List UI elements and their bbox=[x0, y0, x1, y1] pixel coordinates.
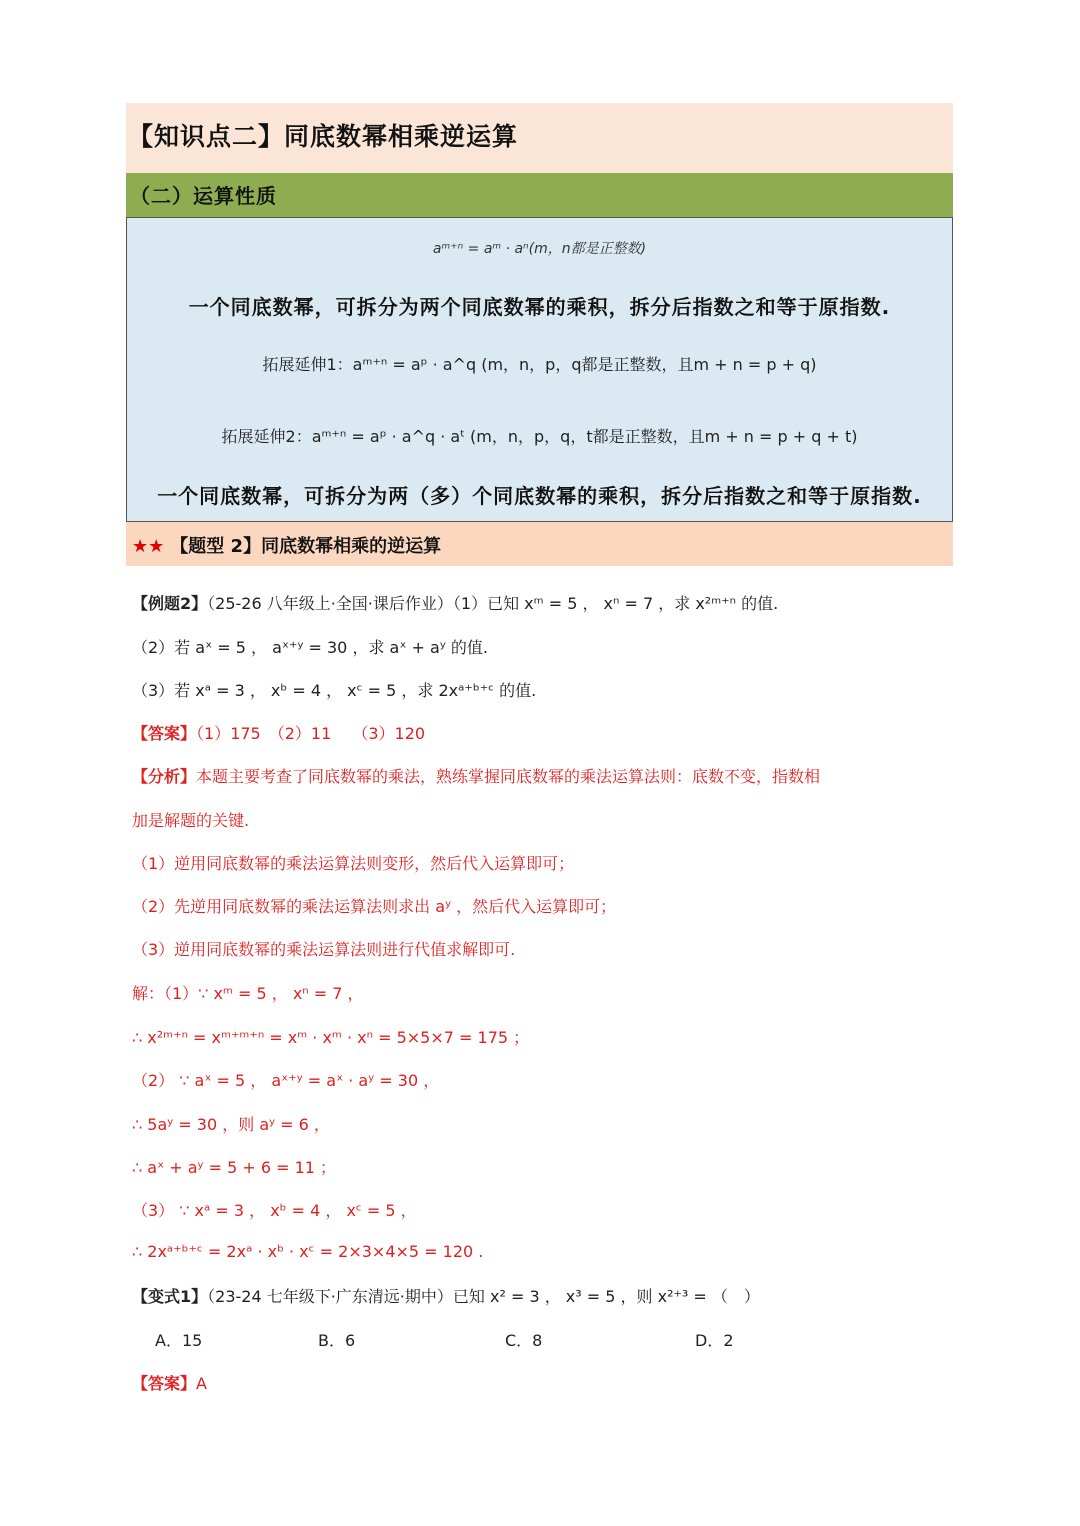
analysis-line-1 bbox=[132, 764, 820, 787]
answer-tag: 【答案】 bbox=[132, 724, 197, 743]
variant-question-text: （23-24 七年级下·广东清远·期中）已知 x² = 3 ， x³ = 5 ，则 x²⁺³ = （ ） bbox=[207, 1287, 760, 1306]
section-header: （二）运算性质 bbox=[126, 173, 953, 217]
difficulty-stars: ★★ bbox=[132, 536, 165, 557]
option-c: C．8 bbox=[505, 1331, 543, 1350]
variant-question bbox=[132, 1284, 760, 1307]
extension-1: 拓展延伸1：aᵐ⁺ⁿ = aᵖ · a^q (m，n，p，q都是正整数，且m + n = p + q) bbox=[262, 355, 817, 374]
analysis-step-2: （2）先逆用同底数幂的乘法运算法则求出 aʸ ，然后代入运算即可； bbox=[132, 897, 617, 916]
answer-text: （1）175 （2）11 （3）120 bbox=[196, 724, 426, 743]
solution-line-7: ∴ 2xᵃ⁺ᵇ⁺ᶜ = 2xᵃ · xᵇ · xᶜ = 2×3×4×5 = 120 . bbox=[132, 1242, 484, 1261]
variant-answer bbox=[132, 1371, 207, 1394]
option-b: B．6 bbox=[318, 1331, 356, 1350]
solution-line-6: （3） ∵ xᵃ = 3 ， xᵇ = 4 ， xᶜ = 5 ， bbox=[132, 1201, 417, 1220]
analysis-step-3: （3）逆用同底数幂的乘法运算法则进行代值求解即可. bbox=[132, 940, 516, 959]
variant-answer-tag: 【答案】 bbox=[132, 1374, 197, 1393]
option-d: D．2 bbox=[695, 1331, 734, 1350]
question-type-header bbox=[126, 522, 953, 566]
example-q1-text: （1）已知 xᵐ = 5 ， xⁿ = 7 ，求 x²ᵐ⁺ⁿ 的值. bbox=[452, 594, 779, 613]
example-question-1 bbox=[132, 591, 778, 614]
property-statement-2: 一个同底数幂，可拆分为两（多）个同底数幂的乘积，拆分后指数之和等于原指数. bbox=[157, 484, 922, 508]
example-answer bbox=[132, 721, 425, 744]
property-formula: aᵐ⁺ⁿ = aᵐ · aⁿ(m，n都是正整数) bbox=[432, 241, 647, 257]
analysis-step-1: （1）逆用同底数幂的乘法运算法则变形，然后代入运算即可； bbox=[132, 854, 575, 873]
solution-line-2: ∴ x²ᵐ⁺ⁿ = xᵐ⁺ᵐ⁺ⁿ = xᵐ · xᵐ · xⁿ = 5×5×7 = 175 ； bbox=[132, 1028, 530, 1047]
extension-2: 拓展延伸2：aᵐ⁺ⁿ = aᵖ · a^q · aᵗ (m，n，p，q，t都是正整数，且m + n = p + q + t) bbox=[221, 427, 858, 446]
example-question-2: （2）若 aˣ = 5 ， aˣ⁺ʸ = 30 ，求 aˣ + aʸ 的值. bbox=[132, 638, 488, 657]
analysis-text-1: 本题主要考查了同底数幂的乘法，熟练掌握同底数幂的乘法运算法则：底数不变，指数相 bbox=[196, 767, 821, 786]
solution-line-5: ∴ aˣ + aʸ = 5 + 6 = 11 ； bbox=[132, 1158, 337, 1177]
property-box bbox=[126, 217, 953, 522]
solution-line-3: （2） ∵ aˣ = 5 ， aˣ⁺ʸ = aˣ · aʸ = 30 ， bbox=[132, 1071, 440, 1090]
example-source: （25-26 八年级上·全国·课后作业） bbox=[207, 594, 453, 613]
solution-line-1: 解：（1）∵ xᵐ = 5 ， xⁿ = 7 ， bbox=[132, 984, 364, 1003]
variant-tag: 【变式1】 bbox=[132, 1287, 208, 1306]
property-statement-1: 一个同底数幂，可拆分为两个同底数幂的乘积，拆分后指数之和等于原指数. bbox=[188, 295, 891, 319]
example-question-3: （3）若 xᵃ = 3 ， xᵇ = 4 ， xᶜ = 5 ，求 2xᵃ⁺ᵇ⁺ᶜ 的值. bbox=[132, 681, 537, 700]
knowledge-point-header: 【知识点二】同底数幂相乘逆运算 bbox=[126, 103, 953, 173]
analysis-tag: 【分析】 bbox=[132, 767, 197, 786]
analysis-line-2: 加是解题的关键. bbox=[132, 811, 250, 830]
example-tag: 【例题2】 bbox=[132, 594, 208, 613]
solution-line-4: ∴ 5aʸ = 30 ，则 aʸ = 6 ， bbox=[132, 1115, 330, 1134]
variant-answer-text: A bbox=[196, 1374, 207, 1393]
question-type-title: 【题型 2】同底数幂相乘的逆运算 bbox=[170, 536, 442, 557]
option-a: A．15 bbox=[155, 1331, 203, 1350]
